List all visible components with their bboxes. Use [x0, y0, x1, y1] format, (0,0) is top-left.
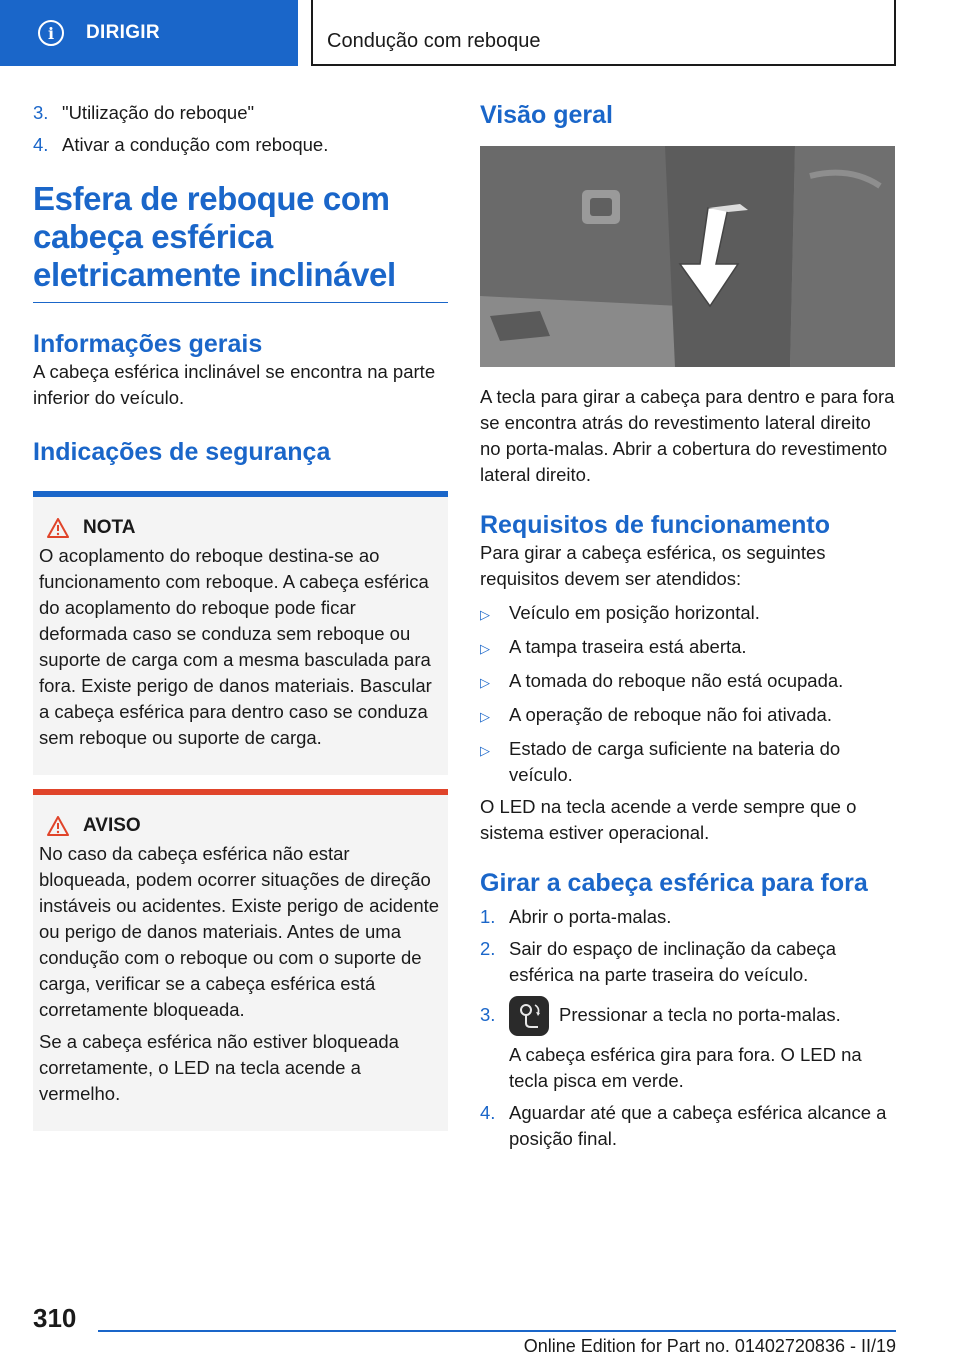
list-item [480, 904, 896, 930]
list-item [480, 736, 896, 788]
step-subtext: A cabeça esférica gira para fora. O LED na tecla pisca em verde. [509, 1044, 862, 1091]
warning-text-1: No caso da cabeça esférica não estar bloqueada, podem ocorrer situações de direção instáveis ou acidentes. Existe perigo de acidente ou perigo de danos materiais. Antes de uma condução com o reboque ou com o suporte de carga, verificar se a cabeça esférica está corretamente bloqueada. [39, 843, 440, 1020]
header-section-label: DIRIGIR [86, 22, 160, 43]
warning-triangle-icon [47, 816, 69, 836]
step-number: 2. [480, 938, 496, 959]
requirement-text: Estado de carga suficiente na bateria do veículo. [509, 738, 841, 785]
header-title-box [311, 0, 896, 66]
overview-title: Visão geral [480, 101, 613, 129]
overview-text: A tecla para girar a cabeça para dentro e para fora se encontra atrás do revestimento lateral direito no porta-malas. Abrir a cobertura do revestimento lateral direito. [480, 386, 895, 485]
triangle-marker-icon: ▷ [480, 743, 490, 758]
info-title: Informações gerais [33, 330, 263, 358]
list-item [33, 100, 448, 126]
right-column [480, 100, 896, 1158]
list-item [480, 668, 896, 696]
warning-triangle-icon [47, 518, 69, 538]
triangle-marker-icon: ▷ [480, 709, 490, 724]
footer-edition: Online Edition for Part no. 01402720836 - II/19 [523, 1336, 896, 1356]
step-text: Abrir o porta-malas. [509, 906, 672, 927]
step-text: "Utilização do reboque" [62, 102, 255, 123]
safety-title: Indicações de segurança [33, 438, 331, 466]
list-item [480, 634, 896, 662]
warning-box [33, 789, 448, 1131]
requirement-text: A operação de reboque não foi ativada. [509, 704, 832, 725]
info-icon: i [38, 20, 64, 46]
step-number: 3. [33, 102, 49, 123]
note-header [47, 517, 440, 539]
list-item [33, 132, 448, 158]
warning-label: AVISO [83, 815, 141, 836]
list-item [480, 702, 896, 730]
step-text: Aguardar até que a cabeça esférica alcance a posição final. [509, 1102, 887, 1149]
list-item [480, 600, 896, 628]
footer-divider [98, 1330, 896, 1332]
page-number: 310 [33, 1303, 77, 1333]
led-text: O LED na tecla acende a verde sempre que o sistema estiver operacional. [480, 796, 857, 843]
requirements-intro: Para girar a cabeça esférica, os seguintes requisitos devem ser atendidos: [480, 542, 826, 589]
step-number: 4. [33, 134, 49, 155]
requirements-title: Requisitos de funcionamento [480, 511, 831, 539]
note-box [33, 491, 448, 775]
main-title: Esfera de reboque com cabeça esférica eletricamente inclinável [33, 180, 448, 303]
warning-header [47, 815, 440, 837]
triangle-marker-icon: ▷ [480, 675, 490, 690]
list-item [480, 936, 896, 988]
header-title: Condução com reboque [327, 30, 541, 52]
swing-out-title: Girar a cabeça esférica para fora [480, 869, 868, 897]
note-text: O acoplamento do reboque destina-se ao funcionamento com reboque. A cabeça esférica do acoplamento do reboque pode ficar deformada caso se conduza sem reboque ou suporte de carga com a mesma basculada para fora. Existe perigo de danos materiais. Bascular a cabeça esférica para dentro caso se conduza sem reboque ou suporte de carga. [39, 545, 432, 748]
list-item [480, 1100, 896, 1152]
requirement-text: A tampa traseira está aberta. [509, 636, 747, 657]
continued-steps [33, 100, 448, 158]
header-section-tab [0, 0, 298, 66]
warning-text-2: Se a cabeça esférica não estiver bloqueada corretamente, o LED na tecla acende a vermelho. [39, 1031, 399, 1104]
trunk-photo [480, 146, 895, 367]
step-body [509, 1002, 896, 1094]
triangle-marker-icon: ▷ [480, 607, 490, 622]
step-text: Sair do espaço de inclinação da cabeça esférica na parte traseira do veículo. [509, 938, 837, 985]
swing-out-steps [480, 904, 896, 1152]
step-number: 3. [480, 1004, 496, 1025]
triangle-marker-icon: ▷ [480, 641, 490, 656]
requirement-text: Veículo em posição horizontal. [509, 602, 760, 623]
step-text: Pressionar a tecla no porta-malas. [559, 1004, 841, 1025]
requirement-text: A tomada do reboque não está ocupada. [509, 670, 844, 691]
info-text: A cabeça esférica inclinável se encontra na parte inferior do veículo. [33, 361, 436, 408]
tow-hitch-button-icon [509, 996, 549, 1036]
step-text: Ativar a condução com reboque. [62, 134, 329, 155]
left-column [33, 100, 448, 1131]
step-number: 4. [480, 1102, 496, 1123]
list-item [480, 1002, 896, 1094]
requirements-list [480, 600, 896, 788]
step-number: 1. [480, 906, 496, 927]
note-label: NOTA [83, 517, 136, 538]
